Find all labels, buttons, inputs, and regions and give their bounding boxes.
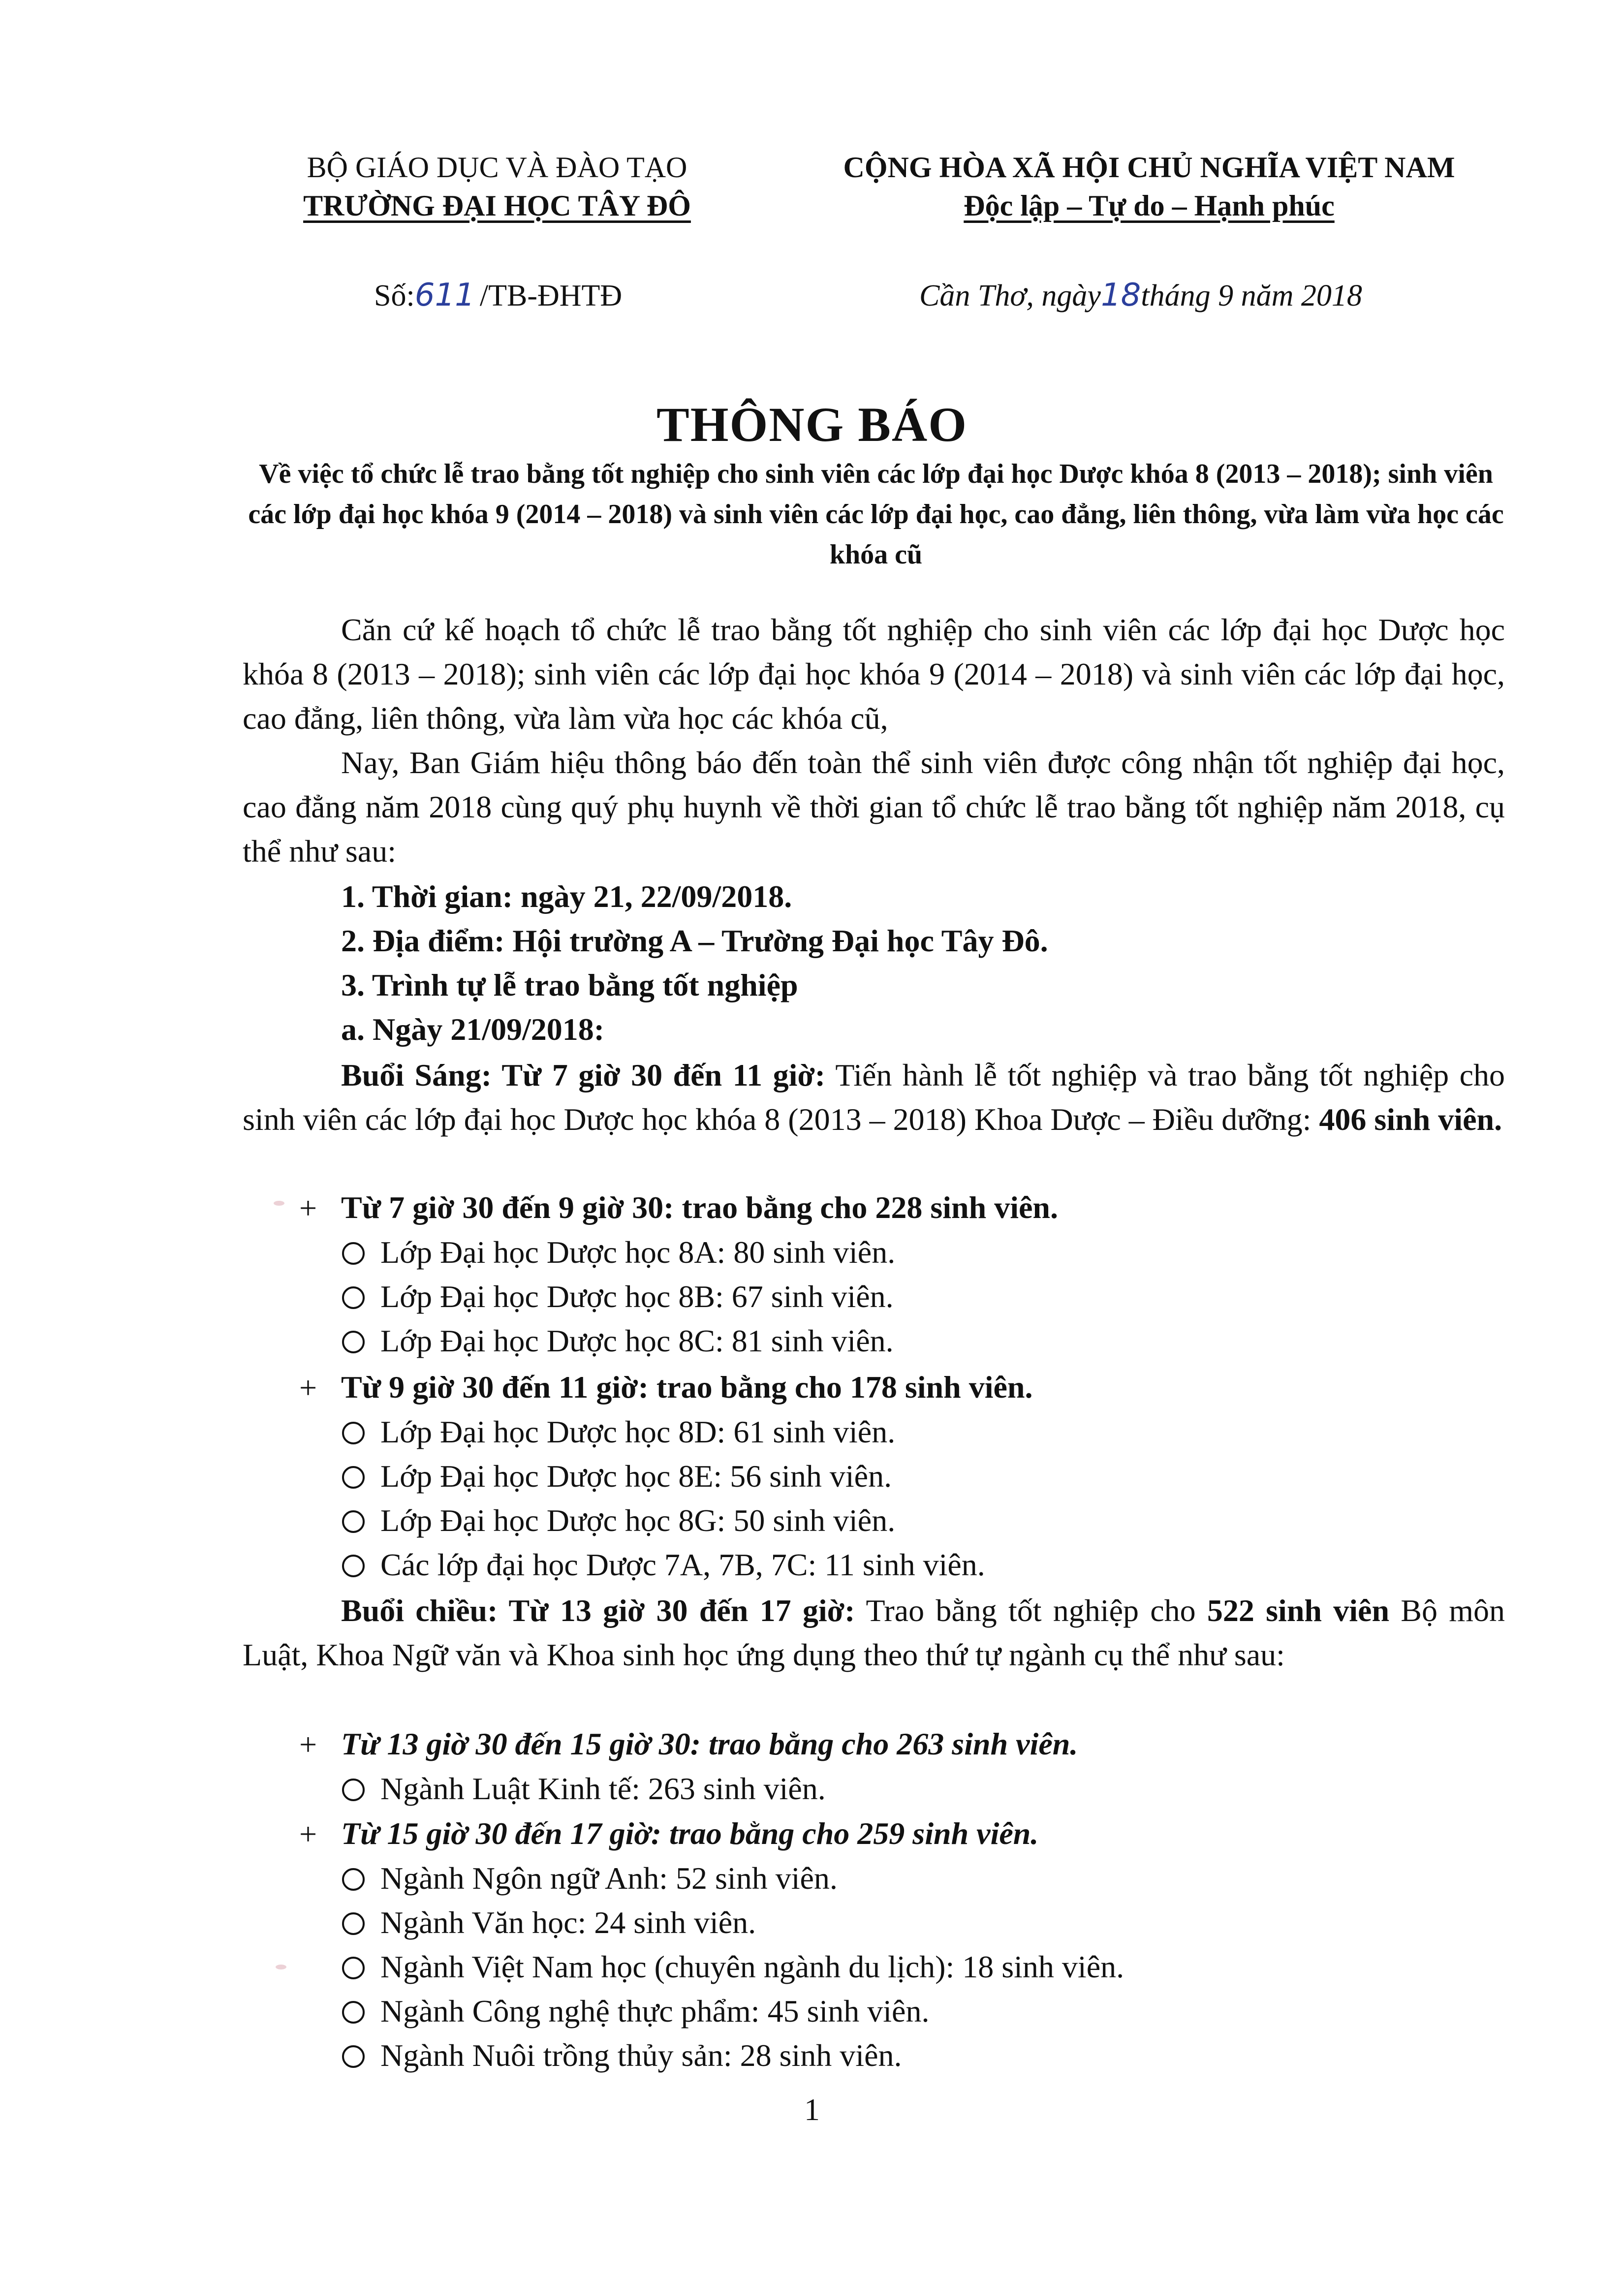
afternoon-session-1: Từ 13 giờ 30 đến 15 giờ 30: trao bằng cho 263 sinh viên. xyxy=(341,1726,1078,1761)
list-item: Ngành Nuôi trồng thủy sản: 28 sinh viên. xyxy=(342,2033,902,2078)
plus-bullet: + xyxy=(299,1727,317,1762)
document-number xyxy=(374,276,622,315)
date-day-handwritten: 18 xyxy=(1100,277,1141,313)
number-suffix: /TB-ĐHTĐ xyxy=(479,279,623,312)
item-time: 1. Thời gian: ngày 21, 22/09/2018. xyxy=(341,879,792,914)
morning-session-1: Từ 7 giờ 30 đến 9 giờ 30: trao bằng cho 228 sinh viên. xyxy=(341,1190,1058,1225)
list-item: Lớp Đại học Dược học 8A: 80 sinh viên. xyxy=(342,1230,895,1275)
list-item: Lớp Đại học Dược học 8G: 50 sinh viên. xyxy=(342,1499,895,1543)
circle-bullet-icon xyxy=(342,2001,365,2024)
page-subtitle: Về việc tổ chức lễ trao bằng tốt nghiệp cho sinh viên các lớp đại học Dược khóa 8 (2013 – 2018); sinh viên các lớp đại học khóa 9 (2014 – 2018) và sinh viên các lớp đại học, cao đẳng, liên thông, vừa làm vừa học các khóa cũ xyxy=(248,459,1504,570)
date-suffix: tháng 9 năm 2018 xyxy=(1141,279,1362,312)
university-name: TRƯỜNG ĐẠI HỌC TÂY ĐÔ xyxy=(303,189,691,222)
list-item: Các lớp đại học Dược 7A, 7B, 7C: 11 sinh viên. xyxy=(342,1543,985,1587)
circle-bullet-icon xyxy=(342,1422,365,1444)
circle-bullet-icon xyxy=(342,1555,365,1577)
ministry-name: BỘ GIÁO DỤC VÀ ĐÀO TẠO xyxy=(307,151,687,184)
morning-count: 406 sinh viên. xyxy=(1319,1102,1502,1137)
page-number: 1 xyxy=(804,2092,820,2127)
item-location: 2. Địa điểm: Hội trường A – Trường Đại học Tây Đô. xyxy=(341,923,1048,958)
circle-bullet-icon xyxy=(342,1912,365,1935)
circle-bullet-icon xyxy=(342,1868,365,1891)
list-item: Ngành Việt Nam học (chuyên ngành du lịch): 18 sinh viên. xyxy=(342,1945,1124,1989)
list-item: Ngành Công nghệ thực phẩm: 45 sinh viên. xyxy=(342,1989,929,2033)
circle-bullet-icon xyxy=(342,1331,365,1353)
list-item: Ngành Luật Kinh tế: 263 sinh viên. xyxy=(342,1767,826,1811)
scan-speck xyxy=(276,1965,286,1969)
morning-text: Tiến hành lễ tốt nghiệp và trao bằng tốt nghiệp cho sinh viên các lớp đại học Dược học khóa 8 (2013 – 2018) Khoa Dược – Điều dưỡng: xyxy=(243,1058,1505,1137)
circle-bullet-icon xyxy=(342,1957,365,1979)
country-name: CỘNG HÒA XÃ HỘI CHỦ NGHĨA VIỆT NAM xyxy=(843,151,1455,184)
afternoon-text-2: Bộ môn Luật, Khoa Ngữ văn và Khoa sinh học ứng dụng theo thứ tự ngành cụ thể như sau: xyxy=(243,1593,1505,1672)
list-item: Lớp Đại học Dược học 8E: 56 sinh viên. xyxy=(342,1454,892,1499)
national-motto: Độc lập – Tự do – Hạnh phúc xyxy=(964,189,1335,222)
circle-bullet-icon xyxy=(342,1510,365,1533)
afternoon-label: Buổi chiều: Từ 13 giờ 30 đến 17 giờ: xyxy=(341,1593,855,1628)
afternoon-count: 522 sinh viên xyxy=(1207,1593,1390,1628)
page-title: THÔNG BÁO xyxy=(656,397,968,452)
afternoon-session-2: Từ 15 giờ 30 đến 17 giờ: trao bằng cho 259 sinh viên. xyxy=(341,1816,1039,1851)
list-item: Ngành Văn học: 24 sinh viên. xyxy=(342,1901,756,1945)
paragraph-basis: Căn cứ kế hoạch tổ chức lễ trao bằng tốt nghiệp cho sinh viên các lớp đại học Dược học khóa 8 (2013 – 2018); sinh viên các lớp đại học khóa 9 (2014 – 2018) và sinh viên các lớp đại học, cao đẳng, liên thông, vừa làm vừa học các khóa cũ, xyxy=(243,612,1505,736)
circle-bullet-icon xyxy=(342,1466,365,1489)
number-prefix: Số: xyxy=(374,279,415,312)
document-date xyxy=(919,276,1362,315)
circle-bullet-icon xyxy=(342,1779,365,1801)
plus-bullet: + xyxy=(299,1190,317,1225)
scan-speck xyxy=(274,1201,284,1206)
circle-bullet-icon xyxy=(342,2045,365,2068)
afternoon-text-1: Trao bằng tốt nghiệp cho xyxy=(855,1593,1207,1628)
paragraph-announcement: Nay, Ban Giám hiệu thông báo đến toàn thể sinh viên được công nhận tốt nghiệp đại học, cao đẳng năm 2018 cùng quý phụ huynh về thời gian tổ chức lễ trao bằng tốt nghiệp năm 2018, cụ thể như sau: xyxy=(243,745,1505,869)
paragraph-morning xyxy=(243,1053,1505,1142)
list-item: Ngành Ngôn ngữ Anh: 52 sinh viên. xyxy=(342,1856,838,1901)
circle-bullet-icon xyxy=(342,1286,365,1309)
date-prefix: Cần Thơ, ngày xyxy=(919,279,1101,312)
plus-bullet: + xyxy=(299,1816,317,1851)
list-item: Lớp Đại học Dược học 8C: 81 sinh viên. xyxy=(342,1319,894,1363)
circle-bullet-icon xyxy=(342,1242,365,1265)
morning-session-2: Từ 9 giờ 30 đến 11 giờ: trao bằng cho 178 sinh viên. xyxy=(341,1370,1033,1405)
paragraph-afternoon xyxy=(243,1589,1505,1677)
plus-bullet: + xyxy=(299,1370,317,1405)
list-item: Lớp Đại học Dược học 8D: 61 sinh viên. xyxy=(342,1410,895,1454)
item-day-a: a. Ngày 21/09/2018: xyxy=(341,1012,605,1047)
list-item: Lớp Đại học Dược học 8B: 67 sinh viên. xyxy=(342,1275,894,1319)
item-sequence: 3. Trình tự lễ trao bằng tốt nghiệp xyxy=(341,968,798,1002)
number-handwritten: 611 xyxy=(414,277,475,313)
morning-label: Buổi Sáng: Từ 7 giờ 30 đến 11 giờ: xyxy=(341,1058,826,1093)
